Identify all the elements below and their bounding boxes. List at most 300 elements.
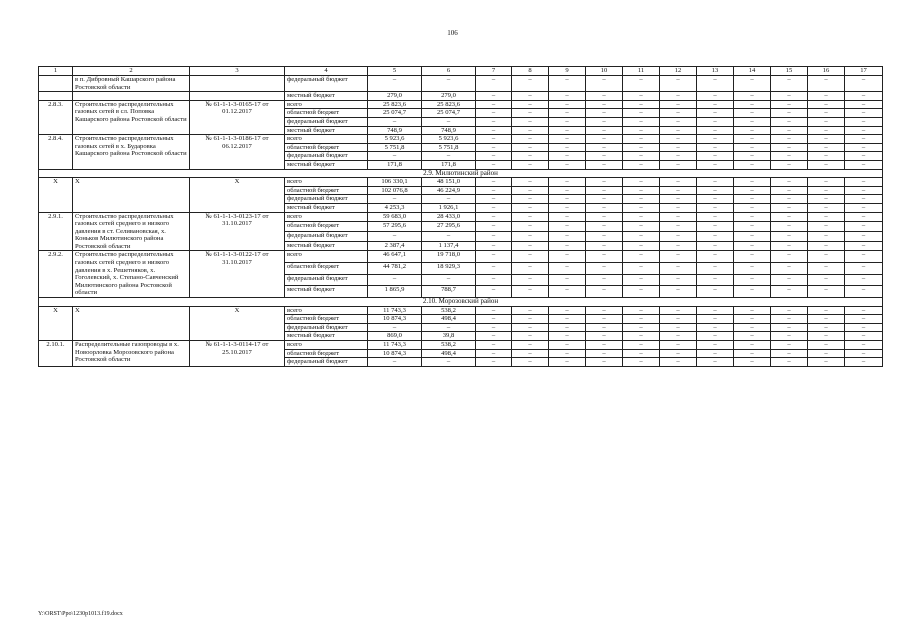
amount-col6-cell: 19 718,0 bbox=[422, 251, 476, 263]
empty-value-cell: – bbox=[771, 231, 808, 241]
empty-value-cell: – bbox=[845, 306, 883, 315]
empty-value-cell: – bbox=[845, 135, 883, 144]
funding-source-cell: местный бюджет bbox=[285, 92, 368, 101]
column-number-header: 10 bbox=[586, 67, 623, 76]
empty-value-cell: – bbox=[771, 306, 808, 315]
empty-value-cell: – bbox=[623, 160, 660, 169]
empty-value-cell: – bbox=[771, 274, 808, 286]
empty-value-cell: – bbox=[660, 231, 697, 241]
empty-value-cell: – bbox=[476, 349, 512, 358]
item-number-cell: 2.9.2. bbox=[39, 251, 73, 298]
empty-value-cell: – bbox=[512, 178, 549, 187]
project-name-cell: Строительство распределительных газовых сетей среднего и низкого давления в ст. Селивановская, х. Коньков Милютинского района Ростовской области bbox=[73, 212, 190, 251]
empty-value-cell: – bbox=[660, 323, 697, 332]
empty-value-cell: – bbox=[549, 222, 586, 232]
empty-value-cell: – bbox=[512, 251, 549, 263]
section-heading: 2.9. Милютинский район bbox=[39, 169, 883, 178]
empty-value-cell: – bbox=[549, 306, 586, 315]
column-number-header: 6 bbox=[422, 67, 476, 76]
amount-col6-cell: 5 923,6 bbox=[422, 135, 476, 144]
amount-col5-cell: – bbox=[368, 117, 422, 126]
project-name-cell: Х bbox=[73, 178, 190, 212]
empty-value-cell: – bbox=[549, 323, 586, 332]
empty-value-cell: – bbox=[771, 222, 808, 232]
empty-value-cell: – bbox=[771, 76, 808, 92]
amount-col5-cell: – bbox=[368, 152, 422, 161]
column-number-header: 2 bbox=[73, 67, 190, 76]
amount-col5-cell: 171,8 bbox=[368, 160, 422, 169]
empty-value-cell: – bbox=[512, 143, 549, 152]
amount-col5-cell: 1 865,9 bbox=[368, 286, 422, 298]
empty-value-cell: – bbox=[845, 315, 883, 324]
table-row bbox=[39, 76, 883, 92]
empty-value-cell: – bbox=[845, 286, 883, 298]
item-number-cell: 2.8.4. bbox=[39, 135, 73, 169]
amount-col6-cell: – bbox=[422, 274, 476, 286]
empty-value-cell: – bbox=[697, 143, 734, 152]
empty-value-cell: – bbox=[734, 160, 771, 169]
empty-value-cell: – bbox=[512, 274, 549, 286]
funding-source-cell: местный бюджет bbox=[285, 203, 368, 212]
funding-source-cell: федеральный бюджет bbox=[285, 274, 368, 286]
empty-value-cell: – bbox=[697, 152, 734, 161]
empty-value-cell: – bbox=[660, 315, 697, 324]
empty-value-cell: – bbox=[586, 323, 623, 332]
empty-value-cell: – bbox=[660, 117, 697, 126]
empty-value-cell: – bbox=[586, 152, 623, 161]
empty-value-cell: – bbox=[512, 92, 549, 101]
empty-value-cell: – bbox=[660, 109, 697, 118]
amount-col5-cell: 11 743,3 bbox=[368, 341, 422, 350]
column-number-header: 12 bbox=[660, 67, 697, 76]
empty-value-cell: – bbox=[549, 135, 586, 144]
empty-value-cell: – bbox=[697, 76, 734, 92]
empty-value-cell: – bbox=[512, 203, 549, 212]
empty-value-cell: – bbox=[586, 100, 623, 109]
empty-value-cell: – bbox=[586, 231, 623, 241]
funding-source-cell: всего bbox=[285, 306, 368, 315]
column-number-header: 16 bbox=[808, 67, 845, 76]
amount-col5-cell: – bbox=[368, 76, 422, 92]
empty-value-cell: – bbox=[734, 186, 771, 195]
empty-value-cell: – bbox=[586, 306, 623, 315]
empty-value-cell: – bbox=[808, 126, 845, 135]
empty-value-cell: – bbox=[808, 241, 845, 251]
table-row bbox=[39, 306, 883, 315]
item-number-cell: 2.8.3. bbox=[39, 100, 73, 134]
empty-value-cell: – bbox=[623, 341, 660, 350]
empty-value-cell: – bbox=[771, 212, 808, 222]
empty-value-cell: – bbox=[697, 92, 734, 101]
amount-col5-cell: – bbox=[368, 358, 422, 367]
empty-value-cell: – bbox=[734, 341, 771, 350]
empty-value-cell: – bbox=[771, 178, 808, 187]
table-row bbox=[39, 178, 883, 187]
empty-value-cell: – bbox=[623, 349, 660, 358]
empty-value-cell: – bbox=[623, 195, 660, 204]
empty-value-cell: – bbox=[771, 143, 808, 152]
empty-value-cell: – bbox=[549, 143, 586, 152]
table-row bbox=[39, 212, 883, 222]
empty-value-cell: – bbox=[808, 100, 845, 109]
empty-value-cell: – bbox=[549, 274, 586, 286]
empty-value-cell: – bbox=[808, 143, 845, 152]
empty-value-cell: – bbox=[771, 109, 808, 118]
empty-value-cell: – bbox=[586, 263, 623, 275]
empty-value-cell: – bbox=[808, 135, 845, 144]
empty-value-cell: – bbox=[697, 286, 734, 298]
column-number-header: 7 bbox=[476, 67, 512, 76]
empty-value-cell: – bbox=[476, 117, 512, 126]
empty-value-cell: – bbox=[512, 222, 549, 232]
section-heading-row bbox=[39, 169, 883, 178]
empty-value-cell: – bbox=[549, 109, 586, 118]
empty-value-cell: – bbox=[808, 186, 845, 195]
empty-value-cell: – bbox=[476, 178, 512, 187]
empty-value-cell: – bbox=[476, 231, 512, 241]
empty-value-cell: – bbox=[808, 92, 845, 101]
project-name-cell: Распределительные газопроводы в х. Новоорловка Морозовского района Ростовской области bbox=[73, 341, 190, 367]
amount-col5-cell: 10 874,3 bbox=[368, 349, 422, 358]
empty-value-cell: – bbox=[586, 315, 623, 324]
empty-value-cell: – bbox=[697, 135, 734, 144]
funding-source-cell: областной бюджет bbox=[285, 109, 368, 118]
empty-value-cell: – bbox=[734, 332, 771, 341]
funding-source-cell: всего bbox=[285, 341, 368, 350]
amount-col6-cell: – bbox=[422, 117, 476, 126]
amount-col5-cell: 25 074,7 bbox=[368, 109, 422, 118]
empty-value-cell: – bbox=[512, 341, 549, 350]
empty-value-cell: – bbox=[476, 76, 512, 92]
empty-value-cell: – bbox=[476, 203, 512, 212]
empty-value-cell: – bbox=[845, 323, 883, 332]
empty-value-cell: – bbox=[697, 212, 734, 222]
empty-value-cell: – bbox=[845, 341, 883, 350]
amount-col6-cell: – bbox=[422, 152, 476, 161]
column-number-header: 9 bbox=[549, 67, 586, 76]
empty-value-cell: – bbox=[734, 109, 771, 118]
permit-number-cell bbox=[190, 92, 285, 101]
empty-value-cell: – bbox=[586, 186, 623, 195]
empty-value-cell: – bbox=[586, 143, 623, 152]
empty-value-cell: – bbox=[697, 306, 734, 315]
empty-value-cell: – bbox=[808, 315, 845, 324]
permit-number-cell: Х bbox=[190, 178, 285, 212]
empty-value-cell: – bbox=[697, 251, 734, 263]
empty-value-cell: – bbox=[697, 222, 734, 232]
empty-value-cell: – bbox=[734, 76, 771, 92]
empty-value-cell: – bbox=[697, 126, 734, 135]
empty-value-cell: – bbox=[476, 358, 512, 367]
empty-value-cell: – bbox=[845, 92, 883, 101]
empty-value-cell: – bbox=[771, 263, 808, 275]
empty-value-cell: – bbox=[512, 315, 549, 324]
empty-value-cell: – bbox=[734, 358, 771, 367]
empty-value-cell: – bbox=[512, 100, 549, 109]
empty-value-cell: – bbox=[771, 358, 808, 367]
empty-value-cell: – bbox=[512, 160, 549, 169]
empty-value-cell: – bbox=[623, 315, 660, 324]
empty-value-cell: – bbox=[476, 212, 512, 222]
column-number-header: 8 bbox=[512, 67, 549, 76]
empty-value-cell: – bbox=[771, 251, 808, 263]
table-row bbox=[39, 341, 883, 350]
empty-value-cell: – bbox=[845, 263, 883, 275]
empty-value-cell: – bbox=[586, 251, 623, 263]
amount-col5-cell: 102 076,8 bbox=[368, 186, 422, 195]
empty-value-cell: – bbox=[697, 178, 734, 187]
amount-col5-cell: 5 923,6 bbox=[368, 135, 422, 144]
empty-value-cell: – bbox=[808, 286, 845, 298]
empty-value-cell: – bbox=[512, 241, 549, 251]
empty-value-cell: – bbox=[660, 143, 697, 152]
empty-value-cell: – bbox=[512, 186, 549, 195]
empty-value-cell: – bbox=[623, 323, 660, 332]
column-number-header: 1 bbox=[39, 67, 73, 76]
empty-value-cell: – bbox=[586, 160, 623, 169]
empty-value-cell: – bbox=[697, 323, 734, 332]
empty-value-cell: – bbox=[660, 251, 697, 263]
empty-value-cell: – bbox=[660, 186, 697, 195]
empty-value-cell: – bbox=[623, 358, 660, 367]
empty-value-cell: – bbox=[845, 349, 883, 358]
empty-value-cell: – bbox=[586, 76, 623, 92]
empty-value-cell: – bbox=[734, 195, 771, 204]
empty-value-cell: – bbox=[660, 263, 697, 275]
empty-value-cell: – bbox=[586, 286, 623, 298]
empty-value-cell: – bbox=[476, 306, 512, 315]
permit-number-cell: № 61-1-1-3-0114-17 от 25.10.2017 bbox=[190, 341, 285, 367]
empty-value-cell: – bbox=[808, 76, 845, 92]
empty-value-cell: – bbox=[549, 178, 586, 187]
empty-value-cell: – bbox=[476, 135, 512, 144]
empty-value-cell: – bbox=[697, 315, 734, 324]
empty-value-cell: – bbox=[771, 349, 808, 358]
amount-col5-cell: 44 781,2 bbox=[368, 263, 422, 275]
empty-value-cell: – bbox=[623, 100, 660, 109]
empty-value-cell: – bbox=[623, 178, 660, 187]
empty-value-cell: – bbox=[512, 135, 549, 144]
empty-value-cell: – bbox=[476, 341, 512, 350]
empty-value-cell: – bbox=[734, 231, 771, 241]
empty-value-cell: – bbox=[808, 274, 845, 286]
empty-value-cell: – bbox=[734, 143, 771, 152]
empty-value-cell: – bbox=[771, 160, 808, 169]
empty-value-cell: – bbox=[771, 135, 808, 144]
amount-col6-cell: 171,8 bbox=[422, 160, 476, 169]
empty-value-cell: – bbox=[623, 222, 660, 232]
empty-value-cell: – bbox=[476, 286, 512, 298]
amount-col5-cell: 59 683,0 bbox=[368, 212, 422, 222]
empty-value-cell: – bbox=[771, 152, 808, 161]
amount-col5-cell: – bbox=[368, 274, 422, 286]
empty-value-cell: – bbox=[586, 341, 623, 350]
empty-value-cell: – bbox=[512, 358, 549, 367]
empty-value-cell: – bbox=[549, 315, 586, 324]
column-number-header: 15 bbox=[771, 67, 808, 76]
empty-value-cell: – bbox=[549, 195, 586, 204]
empty-value-cell: – bbox=[660, 222, 697, 232]
empty-value-cell: – bbox=[734, 349, 771, 358]
empty-value-cell: – bbox=[845, 358, 883, 367]
empty-value-cell: – bbox=[660, 195, 697, 204]
funding-source-cell: местный бюджет bbox=[285, 126, 368, 135]
amount-col6-cell: 28 433,0 bbox=[422, 212, 476, 222]
empty-value-cell: – bbox=[660, 274, 697, 286]
empty-value-cell: – bbox=[697, 263, 734, 275]
empty-value-cell: – bbox=[734, 315, 771, 324]
empty-value-cell: – bbox=[845, 241, 883, 251]
amount-col6-cell: 25 823,6 bbox=[422, 100, 476, 109]
empty-value-cell: – bbox=[734, 251, 771, 263]
empty-value-cell: – bbox=[808, 222, 845, 232]
empty-value-cell: – bbox=[512, 152, 549, 161]
empty-value-cell: – bbox=[660, 358, 697, 367]
amount-col6-cell: 788,7 bbox=[422, 286, 476, 298]
empty-value-cell: – bbox=[660, 286, 697, 298]
funding-source-cell: областной бюджет bbox=[285, 143, 368, 152]
empty-value-cell: – bbox=[549, 332, 586, 341]
amount-col6-cell: 538,2 bbox=[422, 306, 476, 315]
amount-col5-cell: 748,9 bbox=[368, 126, 422, 135]
funding-source-cell: федеральный бюджет bbox=[285, 117, 368, 126]
funding-source-cell: всего bbox=[285, 100, 368, 109]
empty-value-cell: – bbox=[512, 109, 549, 118]
empty-value-cell: – bbox=[771, 286, 808, 298]
budget-table bbox=[38, 66, 883, 367]
empty-value-cell: – bbox=[845, 117, 883, 126]
empty-value-cell: – bbox=[586, 203, 623, 212]
empty-value-cell: – bbox=[660, 341, 697, 350]
empty-value-cell: – bbox=[808, 195, 845, 204]
empty-value-cell: – bbox=[549, 92, 586, 101]
permit-number-cell: № 61-1-1-3-0186-17 от 06.12.2017 bbox=[190, 135, 285, 169]
empty-value-cell: – bbox=[660, 160, 697, 169]
amount-col5-cell: 57 295,6 bbox=[368, 222, 422, 232]
empty-value-cell: – bbox=[771, 117, 808, 126]
empty-value-cell: – bbox=[512, 332, 549, 341]
empty-value-cell: – bbox=[476, 109, 512, 118]
funding-source-cell: областной бюджет bbox=[285, 186, 368, 195]
empty-value-cell: – bbox=[586, 212, 623, 222]
empty-value-cell: – bbox=[623, 306, 660, 315]
empty-value-cell: – bbox=[476, 100, 512, 109]
permit-number-cell bbox=[190, 76, 285, 92]
empty-value-cell: – bbox=[845, 332, 883, 341]
empty-value-cell: – bbox=[476, 263, 512, 275]
funding-source-cell: всего bbox=[285, 178, 368, 187]
empty-value-cell: – bbox=[623, 186, 660, 195]
empty-value-cell: – bbox=[771, 241, 808, 251]
empty-value-cell: – bbox=[476, 143, 512, 152]
empty-value-cell: – bbox=[808, 263, 845, 275]
empty-value-cell: – bbox=[660, 212, 697, 222]
empty-value-cell: – bbox=[623, 109, 660, 118]
table-row bbox=[39, 251, 883, 263]
empty-value-cell: – bbox=[549, 126, 586, 135]
permit-number-cell: № 61-1-1-3-0123-17 от 31.10.2017 bbox=[190, 212, 285, 251]
amount-col6-cell: – bbox=[422, 76, 476, 92]
empty-value-cell: – bbox=[808, 178, 845, 187]
empty-value-cell: – bbox=[845, 76, 883, 92]
empty-value-cell: – bbox=[734, 241, 771, 251]
empty-value-cell: – bbox=[808, 251, 845, 263]
amount-col5-cell: – bbox=[368, 323, 422, 332]
amount-col6-cell: 39,8 bbox=[422, 332, 476, 341]
empty-value-cell: – bbox=[586, 178, 623, 187]
empty-value-cell: – bbox=[586, 109, 623, 118]
empty-value-cell: – bbox=[549, 203, 586, 212]
empty-value-cell: – bbox=[512, 231, 549, 241]
table-row bbox=[39, 135, 883, 144]
amount-col5-cell: 11 743,3 bbox=[368, 306, 422, 315]
empty-value-cell: – bbox=[660, 100, 697, 109]
empty-value-cell: – bbox=[697, 186, 734, 195]
empty-value-cell: – bbox=[734, 117, 771, 126]
empty-value-cell: – bbox=[586, 117, 623, 126]
empty-value-cell: – bbox=[771, 186, 808, 195]
table-row bbox=[39, 100, 883, 109]
empty-value-cell: – bbox=[734, 178, 771, 187]
funding-source-cell: областной бюджет bbox=[285, 349, 368, 358]
empty-value-cell: – bbox=[808, 212, 845, 222]
empty-value-cell: – bbox=[808, 109, 845, 118]
empty-value-cell: – bbox=[476, 186, 512, 195]
empty-value-cell: – bbox=[623, 117, 660, 126]
empty-value-cell: – bbox=[549, 160, 586, 169]
funding-source-cell: всего bbox=[285, 135, 368, 144]
empty-value-cell: – bbox=[549, 186, 586, 195]
amount-col6-cell: 498,4 bbox=[422, 315, 476, 324]
funding-source-cell: местный бюджет bbox=[285, 286, 368, 298]
funding-source-cell: областной бюджет bbox=[285, 222, 368, 232]
empty-value-cell: – bbox=[623, 212, 660, 222]
amount-col6-cell: 48 151,0 bbox=[422, 178, 476, 187]
project-name-cell bbox=[73, 92, 190, 101]
item-number-cell bbox=[39, 92, 73, 101]
empty-value-cell: – bbox=[734, 92, 771, 101]
project-name-cell: Строительство распределительных газовых сетей в х. Бударовка Кашарского района Ростовской области bbox=[73, 135, 190, 169]
empty-value-cell: – bbox=[734, 212, 771, 222]
empty-value-cell: – bbox=[623, 152, 660, 161]
amount-col6-cell: 1 137,4 bbox=[422, 241, 476, 251]
empty-value-cell: – bbox=[734, 286, 771, 298]
empty-value-cell: – bbox=[697, 100, 734, 109]
empty-value-cell: – bbox=[476, 332, 512, 341]
empty-value-cell: – bbox=[845, 178, 883, 187]
empty-value-cell: – bbox=[512, 212, 549, 222]
empty-value-cell: – bbox=[623, 274, 660, 286]
empty-value-cell: – bbox=[734, 203, 771, 212]
empty-value-cell: – bbox=[549, 349, 586, 358]
empty-value-cell: – bbox=[549, 286, 586, 298]
amount-col6-cell: 538,2 bbox=[422, 341, 476, 350]
column-number-header: 5 bbox=[368, 67, 422, 76]
empty-value-cell: – bbox=[808, 160, 845, 169]
amount-col5-cell: 10 874,3 bbox=[368, 315, 422, 324]
empty-value-cell: – bbox=[549, 231, 586, 241]
empty-value-cell: – bbox=[734, 135, 771, 144]
empty-value-cell: – bbox=[808, 323, 845, 332]
empty-value-cell: – bbox=[660, 126, 697, 135]
empty-value-cell: – bbox=[586, 222, 623, 232]
empty-value-cell: – bbox=[771, 92, 808, 101]
amount-col6-cell: 498,4 bbox=[422, 349, 476, 358]
empty-value-cell: – bbox=[512, 306, 549, 315]
empty-value-cell: – bbox=[660, 306, 697, 315]
item-number-cell: 2.9.1. bbox=[39, 212, 73, 251]
empty-value-cell: – bbox=[734, 222, 771, 232]
